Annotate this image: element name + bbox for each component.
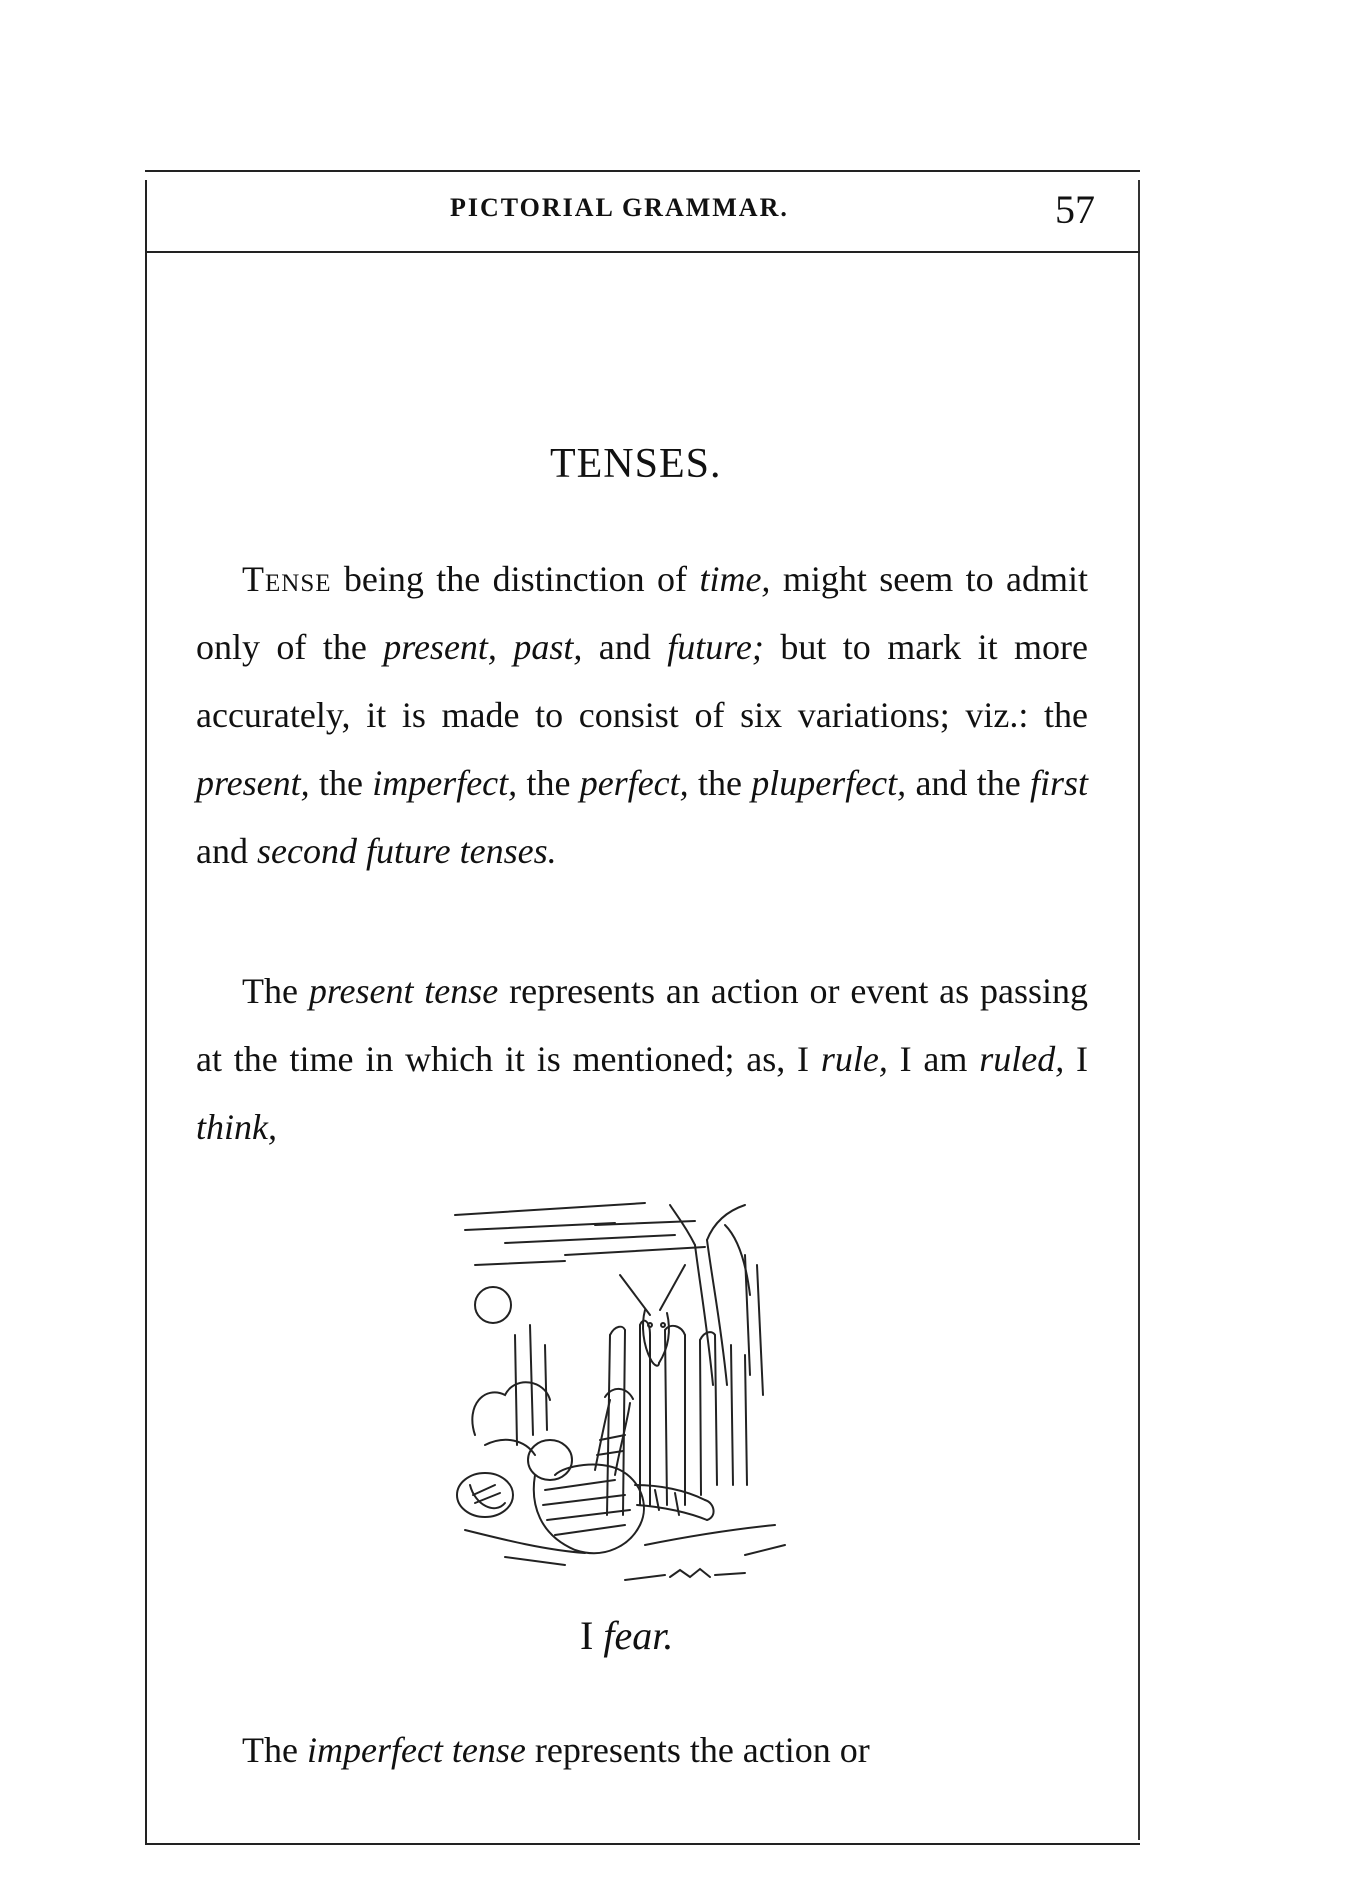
text-run: being the distinction of	[331, 559, 700, 599]
italic-run: future;	[667, 627, 764, 667]
engraving-man-fallen-with-donkey-icon	[445, 1185, 825, 1605]
text-run: and	[196, 831, 257, 871]
italic-run: ruled,	[979, 1039, 1065, 1079]
header-rule	[145, 251, 1140, 253]
paragraph-imperfect-tense	[196, 1716, 1088, 1784]
text-run: and	[582, 627, 668, 667]
frame-bottom-border	[145, 1843, 1140, 1845]
frame-right-border	[1138, 180, 1140, 1840]
text-run: represents the action or	[525, 1730, 870, 1770]
frame-left-border	[145, 180, 147, 1845]
illustration-caption	[580, 1612, 673, 1659]
italic-run: think,	[196, 1107, 277, 1147]
italic-run: imperfect,	[372, 763, 518, 803]
italic-run: perfect,	[579, 763, 689, 803]
italic-run: pluperfect,	[751, 763, 907, 803]
text-run: the	[688, 763, 752, 803]
frame-top-border	[145, 170, 1140, 172]
italic-run: present tense	[308, 971, 499, 1011]
text-run: Tense	[242, 559, 332, 599]
italic-run: present,	[196, 763, 310, 803]
italic-run: imperfect tense	[306, 1730, 526, 1770]
italic-run: fear.	[603, 1613, 674, 1658]
paragraph-present-tense	[196, 957, 1088, 1161]
italic-run: present, past,	[383, 627, 583, 667]
italic-run: second future tenses.	[256, 831, 557, 871]
running-head: PICTORIAL GRAMMAR.	[450, 193, 789, 222]
text-run: The	[242, 971, 309, 1011]
paragraph-tense-definition	[196, 545, 1088, 885]
text-run: I	[580, 1613, 604, 1658]
text-run: the	[517, 763, 580, 803]
italic-run: rule,	[820, 1039, 888, 1079]
text-run: and the	[906, 763, 1030, 803]
italic-run: first	[1029, 763, 1088, 803]
text-run: represents an action or event as passing at the time in which it is mentioned; as, I	[196, 971, 1088, 1079]
text-run: but to mark it more accurately, it is made to consist of six variations; viz.: the	[196, 627, 1089, 735]
text-run: might seem to admit only of the	[196, 559, 1088, 667]
text-run: I	[1064, 1039, 1088, 1079]
text-run: The	[242, 1730, 307, 1770]
page-number: 57	[1055, 187, 1095, 232]
text-run: the	[309, 763, 373, 803]
text-run: I am	[887, 1039, 980, 1079]
section-title: TENSES.	[550, 441, 722, 487]
italic-run: time,	[699, 559, 771, 599]
